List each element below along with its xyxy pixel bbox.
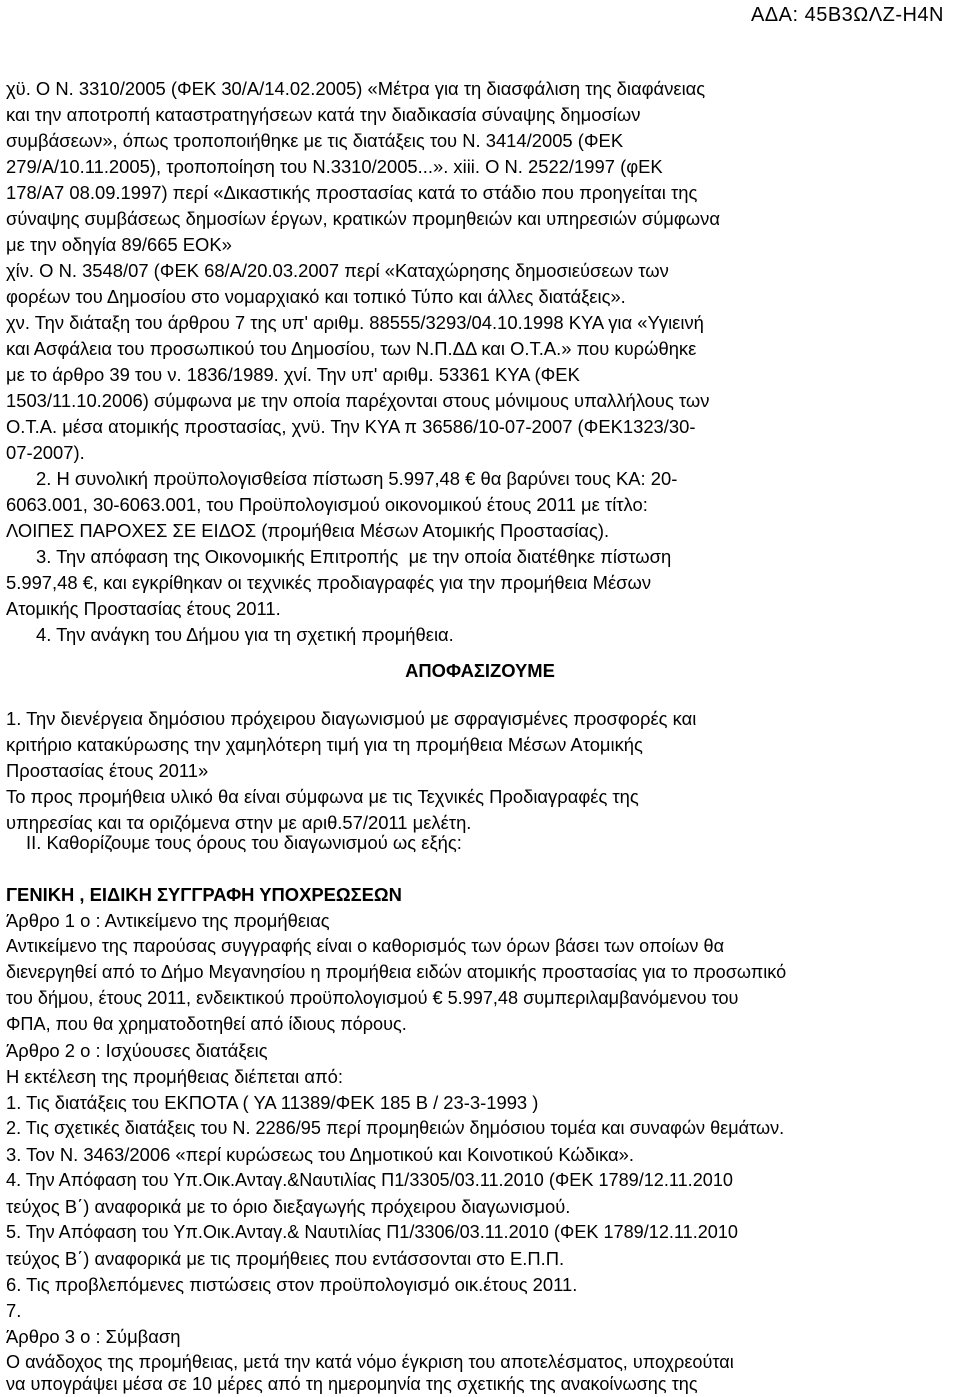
list-item: τεύχος Β΄) αναφορικά με το όριο διεξαγωγής πρόχειρου διαγωνισμού. (6, 1196, 571, 1217)
text-line: 2. Η συνολική προϋπολογισθείσα πίστωση 5.997,48 € θα βαρύνει τους ΚΑ: 20- (36, 468, 678, 489)
text-line: 5.997,48 €, και εγκρίθηκαν οι τεχνικές προδιαγραφές για την προμήθεια Μέσων (6, 572, 652, 593)
text-line: Το προς προμήθεια υλικό θα είναι σύμφωνα με τις Τεχνικές Προδιαγραφές της (6, 786, 639, 807)
text-line: με το άρθρο 39 του ν. 1836/1989. χνί. Την υπ' αριθμ. 53361 ΚΥΑ (ΦΕΚ (6, 364, 580, 385)
text-line: υπηρεσίας και τα οριζόμενα στην με αριθ.57/2011 μελέτη. (6, 812, 472, 833)
list-item: τεύχος Β΄) αναφορικά με τις προμήθειες που εντάσσονται στο Ε.Π.Π. (6, 1248, 565, 1269)
text-line: II. Καθορίζουμε τους όρους του διαγωνισμού ως εξής: (26, 832, 462, 853)
text-line: 279/Α/10.11.2005), τροποποίηση του Ν.3310/2005...». xiii. Ο Ν. 2522/1997 (φΕΚ (6, 156, 663, 177)
text-line: Προστασίας έτους 2011» (6, 760, 209, 781)
text-line: να υπογράψει μέσα σε 10 μέρες από τη ημερομηνία της σχετικής της ανακοίνωσης της (6, 1374, 698, 1394)
text-line: 3. Την απόφαση της Οικονομικής Επιτροπής με την οποία διατέθηκε πίστωση (36, 546, 672, 567)
article-heading: Άρθρο 1 ο : Αντικείμενο της προμήθειας (6, 910, 330, 931)
text-line: 1. Την διενέργεια δημόσιου πρόχειρου διαγωνισμού με σφραγισμένες προσφορές και (6, 708, 697, 729)
section-heading: ΓΕΝΙΚΗ , ΕΙΔΙΚΗ ΣΥΓΓΡΑΦΗ ΥΠΟΧΡΕΩΣΕΩΝ (6, 884, 402, 905)
text-line: του δήμου, έτους 2011, ενδεικτικού προϋπολογισμού € 5.997,48 συμπεριλαμβανόμενου του (6, 988, 739, 1008)
text-line: Αντικείμενο της παρούσας συγγραφής είναι ο καθορισμός των όρων βάσει των οποίων θα (6, 936, 725, 956)
text-line: ΛΟΙΠΕΣ ΠΑΡΟΧΕΣ ΣΕ ΕΙΔΟΣ (προμήθεια Μέσων Ατομικής Προστασίας). (6, 520, 610, 541)
list-item: 4. Την Απόφαση του Υπ.Οικ.Ανταγ.&Ναυτιλίας Π1/3305/03.11.2010 (ΦΕΚ 1789/12.11.2010 (6, 1170, 733, 1190)
text-line: και Ασφάλεια του προσωπικού του Δημοσίου, των Ν.Π.ΔΔ και Ο.Τ.Α.» που κυρώθηκε (6, 338, 697, 359)
text-line: 1503/11.10.2006) σύμφωνα με την οποία παρέχονται στους μόνιμους υπαλλήλους των (6, 390, 710, 411)
text-line: συμβάσεων», όπως τροποποιήθηκε με τις διατάξεις του Ν. 3414/2005 (ΦΕΚ (6, 130, 624, 151)
text-line: κριτήριο κατακύρωσης την χαμηλότερη τιμή για τη προμήθεια Μέσων Ατομικής (6, 734, 643, 755)
list-item: 5. Την Απόφαση του Υπ.Οικ.Ανταγ.& Ναυτιλίας Π1/3306/03.11.2010 (ΦΕΚ 1789/12.11.2010 (6, 1222, 738, 1242)
article-heading: Άρθρο 2 ο : Ισχύουσες διατάξεις (6, 1040, 268, 1061)
text-line: χν. Την διάταξη του άρθρου 7 της υπ' αριθμ. 88555/3293/04.10.1998 ΚΥΑ για «Υγιεινή (6, 312, 704, 333)
text-line: Ο ανάδοχος της προμήθειας, μετά την κατά νόμο έγκριση του αποτελέσματος, υποχρεούται (6, 1352, 734, 1372)
text-line: Ο.Τ.Α. μέσα ατομικής προστασίας, χνϋ. Την ΚΥΑ π 36586/10-07-2007 (ΦΕΚ1323/30- (6, 416, 696, 437)
decision-heading: ΑΠΟΦΑΣΙΖΟΥΜΕ (405, 660, 555, 681)
list-item: 3. Τον Ν. 3463/2006 «περί κυρώσεως του Δημοτικού και Κοινοτικού Κώδικα». (6, 1144, 634, 1165)
text-line: χίν. Ο Ν. 3548/07 (ΦΕΚ 68/Α/20.03.2007 περί «Καταχώρησης δημοσιεύσεων των (6, 260, 669, 281)
text-line: 178/Α7 08.09.1997) περί «Δικαστικής προστασίας κατά το στάδιο που προηγείται της (6, 182, 698, 203)
text-line: με την οδηγία 89/665 ΕΟΚ» (6, 234, 232, 255)
list-item: 1. Τις διατάξεις του ΕΚΠΟΤΑ ( ΥΑ 11389/ΦΕΚ 185 Β / 23-3-1993 ) (6, 1092, 539, 1113)
list-item: 7. (6, 1300, 22, 1321)
text-line: διενεργηθεί από το Δήμο Μεγανησίου η προμήθεια ειδών ατομικής προστασίας για το προσωπικό (6, 962, 787, 982)
text-line: Ατομικής Προστασίας έτους 2011. (6, 598, 281, 619)
text-line: 6063.001, 30-6063.001, του Προϋπολογισμού οικονομικού έτους 2011 με τίτλο: (6, 494, 648, 515)
text-line: χϋ. Ο Ν. 3310/2005 (ΦΕΚ 30/Α/14.02.2005) «Μέτρα για τη διασφάλιση της διαφάνειας (6, 78, 706, 99)
text-line: σύναψης συμβάσεως δημοσίων έργων, κρατικών προμηθειών και υπηρεσιών σύμφωνα (6, 208, 720, 229)
text-line: ΦΠΑ, που θα χρηματοδοτηθεί από ίδιους πόρους. (6, 1014, 407, 1034)
list-item: 6. Τις προβλεπόμενες πιστώσεις στον προϋπολογισμό οικ.έτους 2011. (6, 1274, 578, 1295)
text-line: φορέων του Δημοσίου στο νομαρχιακό και τοπικό Τύπο και άλλες διατάξεις». (6, 286, 626, 307)
ada-header: ΑΔΑ: 45Β3ΩΛΖ-Η4Ν (750, 4, 944, 26)
article-heading: Άρθρο 3 ο : Σύμβαση (6, 1326, 181, 1347)
text-line: και την αποτροπή καταστρατηγήσεων κατά την διαδικασία σύναψης δημοσίων (6, 104, 641, 125)
list-item: 2. Τις σχετικές διατάξεις του Ν. 2286/95 περί προμηθειών δημόσιου τομέα και συναφών θεμάτων. (6, 1118, 785, 1138)
text-line: 07-2007). (6, 442, 85, 463)
text-line: 4. Την ανάγκη του Δήμου για τη σχετική προμήθεια. (36, 624, 454, 645)
text-line: Η εκτέλεση της προμήθειας διέπεται από: (6, 1066, 344, 1087)
